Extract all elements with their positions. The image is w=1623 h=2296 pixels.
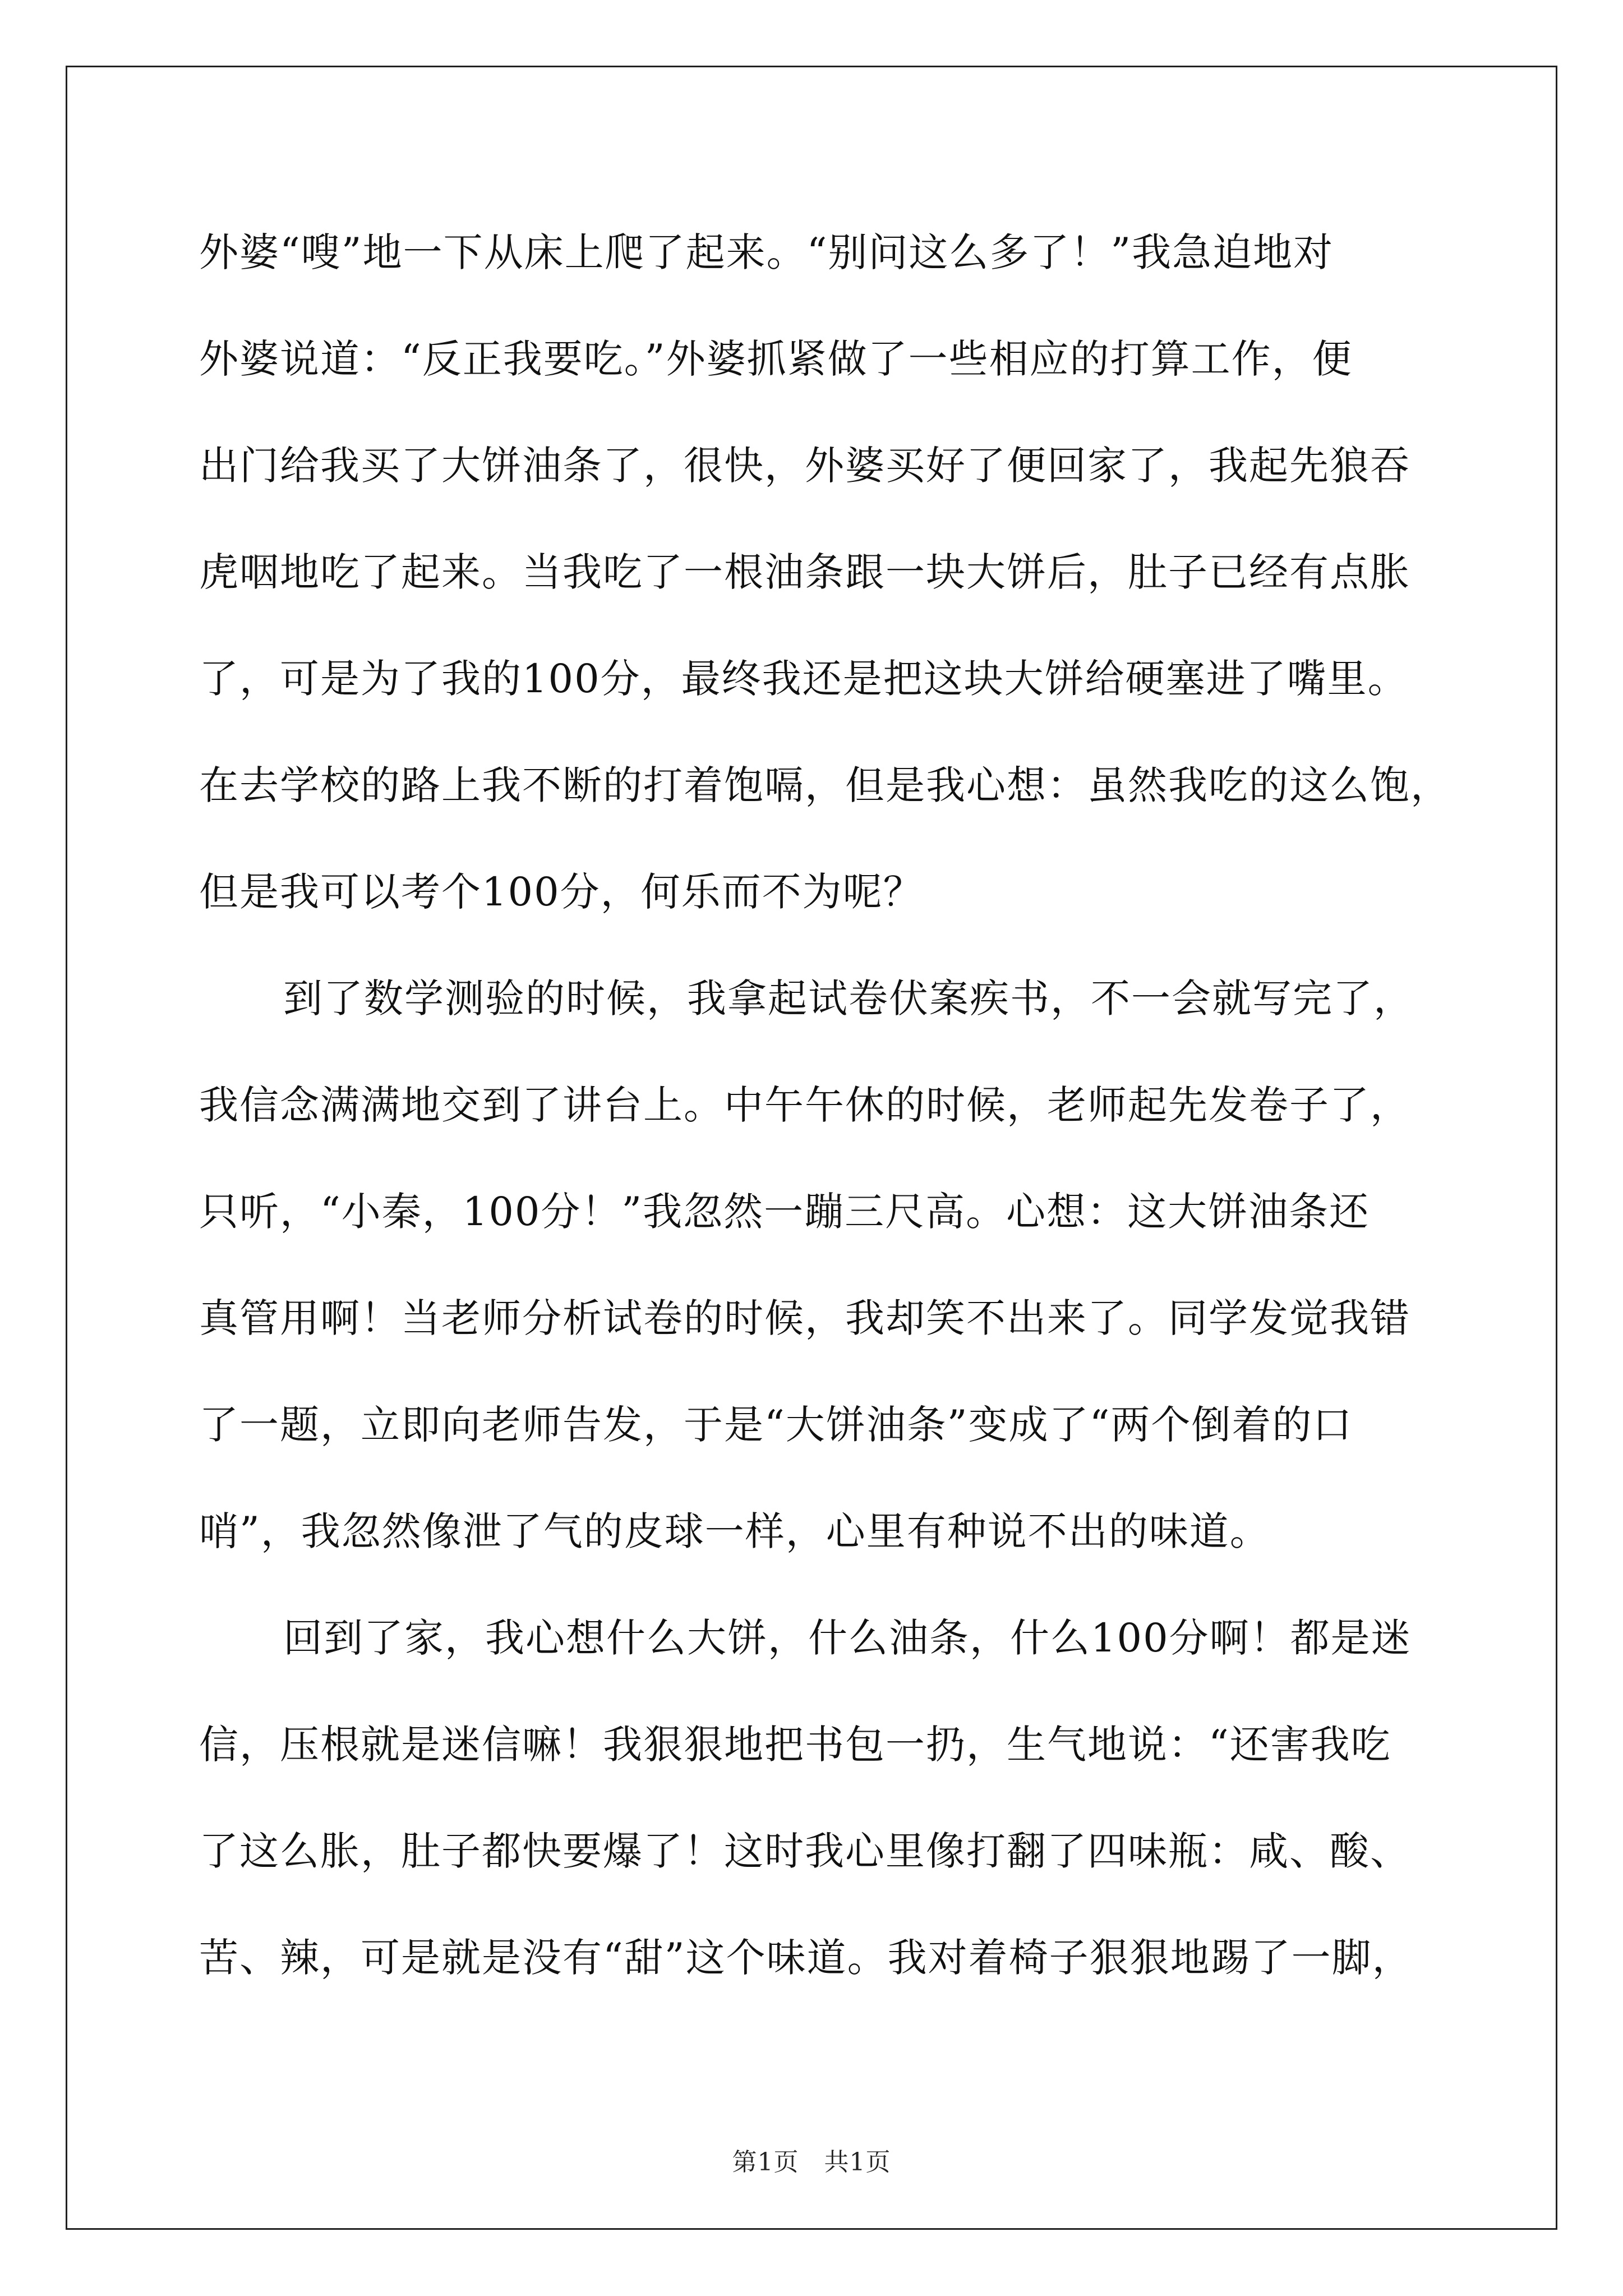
text-line: 真管用啊！当老师分析试卷的时候，我却笑不出来了。同学发觉我错 (199, 1295, 1410, 1341)
text-line: 虎咽地吃了起来。当我吃了一根油条跟一块大饼后，肚子已经有点胀 (199, 549, 1410, 595)
text-line: 信，压根就是迷信嘛！我狠狠地把书包一扔，生气地说：“还害我吃 (199, 1722, 1391, 1768)
paragraph-1 (199, 199, 1451, 945)
text-line: 我信念满满地交到了讲台上。中午午休的时候，老师起先发卷子了， (199, 1082, 1410, 1128)
paragraph-2 (199, 945, 1433, 1585)
paragraph-3 (199, 1585, 1433, 2011)
text-line: 只听，“小秦，100分！”我忽然一蹦三尺高。心想：这大饼油条还 (199, 1189, 1370, 1235)
text-line: 了，可是为了我的100分，最终我还是把这块大饼给硬塞进了嘴里。 (199, 656, 1408, 702)
text-line: 了这么胀，肚子都快要爆了！这时我心里像打翻了四味瓶：咸、酸、 (199, 1828, 1410, 1874)
page-number-footer: 第1页 共1页 (732, 2148, 891, 2177)
text-line: 回到了家，我心想什么大饼，什么油条，什么100分啊！都是迷 (283, 1615, 1412, 1661)
text-line: 哨”，我忽然像泄了气的皮球一样，心里有种说不出的味道。 (199, 1508, 1270, 1554)
document-body (199, 199, 1451, 2011)
text-line: 了一题，立即向老师告发，于是“大饼油条”变成了“两个倒着的口 (199, 1402, 1353, 1448)
text-line: 外婆“嗖”地一下从床上爬了起来。“别问这么多了！”我急迫地对 (199, 229, 1334, 275)
text-line: 但是我可以考个100分，何乐而不为呢？ (199, 869, 924, 915)
text-line: 苦、辣，可是就是没有“甜”这个味道。我对着椅子狠狠地踢了一脚， (199, 1935, 1413, 1981)
text-line: 外婆说道：“反正我要吃。”外婆抓紧做了一些相应的打算工作，便 (199, 336, 1353, 382)
text-line: 在去学校的路上我不断的打着饱嗝，但是我心想：虽然我吃的这么饱， (199, 762, 1451, 808)
text-line: 出门给我买了大饼油条了，很快，外婆买好了便回家了，我起先狼吞 (199, 443, 1410, 489)
text-line: 到了数学测验的时候，我拿起试卷伏案疾书，不一会就写完了， (283, 976, 1414, 1022)
